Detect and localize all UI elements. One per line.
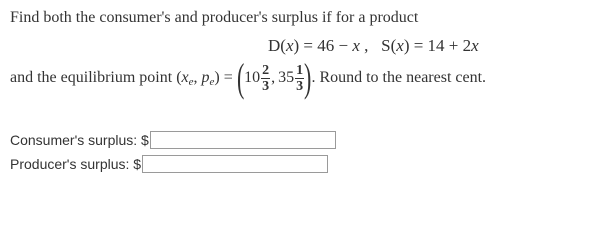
- point-comma: ,: [193, 69, 202, 86]
- consumer-surplus-input[interactable]: [150, 131, 336, 149]
- eq-y-numerator: 1: [296, 62, 304, 78]
- point-close: ) =: [214, 69, 237, 86]
- rounding-instruction: . Round to the nearest cent.: [311, 69, 487, 86]
- function-separator: ,: [359, 36, 382, 55]
- point-x-subscript: e: [188, 76, 194, 88]
- eq-y-whole: 35: [278, 69, 295, 86]
- eq-x-numerator: 2: [262, 62, 270, 78]
- eq-y-denominator: 3: [296, 78, 304, 94]
- equilibrium-x-value: [244, 63, 270, 94]
- producer-surplus-input[interactable]: [142, 155, 328, 173]
- supply-lhs: S(: [381, 36, 397, 55]
- consumer-surplus-row: [10, 130, 336, 150]
- demand-variable-2: x: [352, 36, 360, 55]
- left-paren: (: [236, 55, 245, 100]
- consumer-surplus-label: Consumer's surplus: $: [10, 132, 149, 148]
- demand-expression: ) = 46 −: [293, 36, 353, 55]
- eq-comma: ,: [271, 69, 276, 86]
- supply-variable: x: [396, 36, 404, 55]
- function-definitions: [268, 36, 479, 56]
- demand-lhs: D(: [268, 36, 286, 55]
- demand-variable: x: [285, 36, 294, 55]
- eq-y-fraction: [295, 63, 304, 94]
- right-paren: ): [304, 55, 312, 100]
- point-open: (: [176, 69, 182, 86]
- question-intro: Find both the consumer's and producer's surplus if for a product: [10, 9, 419, 26]
- supply-expression: ) = 14 + 2: [403, 36, 472, 55]
- supply-variable-2: x: [471, 36, 479, 55]
- point-x: x: [181, 69, 189, 86]
- producer-surplus-label: Producer's surplus: $: [10, 156, 142, 172]
- equilibrium-line: [10, 55, 487, 100]
- eq-x-whole: 10: [244, 69, 261, 86]
- producer-surplus-row: [10, 154, 328, 174]
- point-p-subscript: e: [209, 76, 215, 88]
- equilibrium-y-value: [278, 63, 304, 94]
- eq-x-fraction: [261, 63, 270, 94]
- eq-x-denominator: 3: [262, 78, 270, 94]
- point-p: p: [201, 69, 210, 86]
- equilibrium-text: and the equilibrium point: [10, 69, 177, 86]
